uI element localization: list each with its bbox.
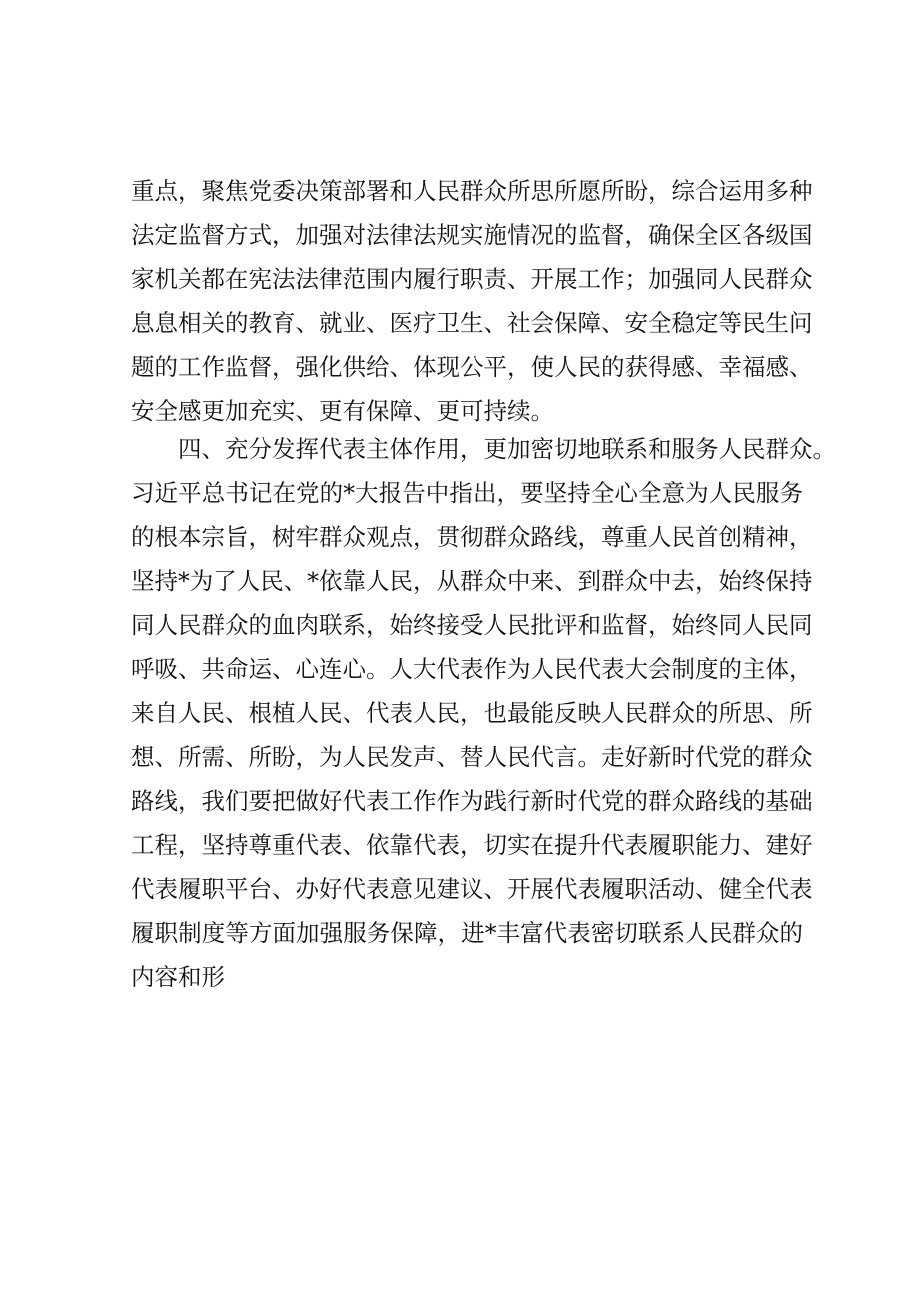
paragraph-2-line: 工程，坚持尊重代表、依靠代表，切实在提升代表履职能力、建好 [131,831,813,859]
paragraph-1 [131,169,813,433]
paragraph-2-line: 想、所需、所盼，为人民发声、替人民代言。走好新时代党的群众 [131,743,813,771]
paragraph-2-heading-line: 四、充分发挥代表主体作用，更加密切地联系和服务人民群众。 [178,435,836,463]
paragraph-2-line: 的根本宗旨，树牢群众观点，贯彻群众路线，尊重人民首创精神， [131,523,813,551]
paragraph-2 [131,427,836,999]
paragraph-2-line: 内容和形 [131,963,225,991]
paragraph-2-line: 履职制度等方面加强服务保障，进*丰富代表密切联系人民群众的 [131,919,803,947]
paragraph-2-line: 呼吸、共命运、心连心。人大代表作为人民代表大会制度的主体， [131,655,813,683]
paragraph-2-line: 坚持*为了人民、*依靠人民，从群众中来、到群众中去，始终保持 [131,567,813,595]
paragraph-2-line: 代表履职平台、办好代表意见建议、开展代表履职活动、健全代表 [131,875,813,903]
paragraph-1-line: 息息相关的教育、就业、医疗卫生、社会保障、安全稳定等民生问 [131,309,813,337]
paragraph-2-line: 习近平总书记在党的*大报告中指出，要坚持全心全意为人民服务 [131,479,803,507]
paragraph-1-line: 法定监督方式，加强对法律法规实施情况的监督，确保全区各级国 [131,221,813,249]
paragraph-1-line: 家机关都在宪法法律范围内履行职责、开展工作；加强同人民群众 [131,265,813,293]
paragraph-2-line: 来自人民、根植人民、代表人民，也最能反映人民群众的所思、所 [131,699,813,727]
paragraph-1-line: 安全感更加充实、更有保障、更可持续。 [131,397,554,425]
paragraph-2-line: 路线，我们要把做好代表工作作为践行新时代党的群众路线的基础 [131,787,813,815]
paragraph-1-line: 题的工作监督，强化供给、体现公平，使人民的获得感、幸福感、 [131,353,813,381]
paragraph-1-line: 重点，聚焦党委决策部署和人民群众所思所愿所盼，综合运用多种 [131,177,813,205]
paragraph-2-line: 同人民群众的血肉联系，始终接受人民批评和监督，始终同人民同 [131,611,813,639]
